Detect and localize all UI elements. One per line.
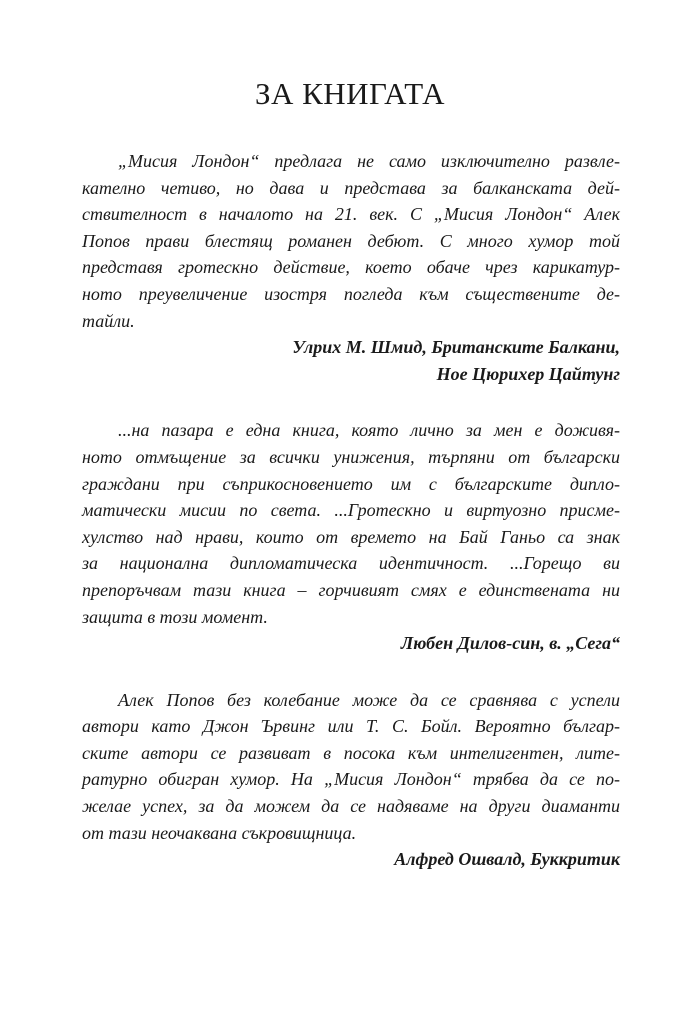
review-text [82, 148, 620, 334]
review-line: ствителност в началото на 21. век. С „Мисия Лондон“ Алек [82, 204, 620, 225]
review-line: ното преувеличение изостря погледа към съществените де- [82, 283, 620, 304]
review-line: защита в този момент. [82, 606, 268, 627]
review-line: Алек Попов без колебание може да се сравнява с успели [118, 689, 620, 710]
attribution-line: Ное Цюрихер Цайтунг [436, 363, 620, 384]
review-line: ратурно обигран хумор. На „Мисия Лондон“ трябва да се по- [82, 769, 620, 790]
review-line: матически мисии по света. ...Гротескно и виртуозно присме- [82, 500, 620, 521]
review-line: ските автори се развиват в посока към интелигентен, лите- [82, 742, 620, 763]
review-line: ното отмъщение за всички унижения, търпяни от български [82, 446, 620, 467]
review-attribution [82, 630, 620, 657]
review-line: „Мисия Лондон“ предлага не само изключително развле- [118, 151, 620, 171]
review-line: автори като Джон Ървинг или Т. С. Бойл. Вероятно българ- [82, 716, 620, 737]
review-3 [82, 687, 620, 873]
review-line: Попов прави блестящ романен дебют. С много хумор той [82, 230, 620, 251]
attribution-line: Любен Дилов-син, в. „Сега“ [400, 633, 620, 654]
review-line: тайли. [82, 310, 135, 331]
review-2 [82, 417, 620, 656]
attribution-line: Улрих М. Шмид, Британските Балкани, [292, 337, 620, 358]
review-line: препоръчвам тази книга – горчивият смях е единствената ни [82, 579, 620, 600]
reviews-section [82, 148, 620, 903]
review-text [82, 687, 620, 847]
review-line: за национална дипломатическа идентичност. ...Горещо ви [82, 553, 620, 574]
review-text [82, 417, 620, 630]
review-line: кателно четиво, но дава и представа за балканската дей- [82, 177, 620, 198]
attribution-line: Алфред Ошвалд, Буккритик [394, 849, 620, 870]
review-line: желае успех, за да можем да се надяваме на други диаманти [82, 796, 620, 817]
review-line: ...на пазара е една книга, която лично за мен е доживя- [118, 420, 620, 441]
review-attribution [82, 846, 620, 873]
review-line: от тази неочаквана съкровищница. [82, 822, 357, 843]
page-title: ЗА КНИГАТА [254, 76, 446, 111]
review-1 [82, 148, 620, 387]
review-line: представя гротескно действие, което обаче чрез карикатур- [82, 257, 620, 278]
review-line: граждани при съприкосновението им с българските дипло- [82, 473, 620, 494]
review-line: хулство над нрави, които от времето на Бай Ганьо са знак [82, 526, 620, 547]
review-attribution [82, 334, 620, 387]
